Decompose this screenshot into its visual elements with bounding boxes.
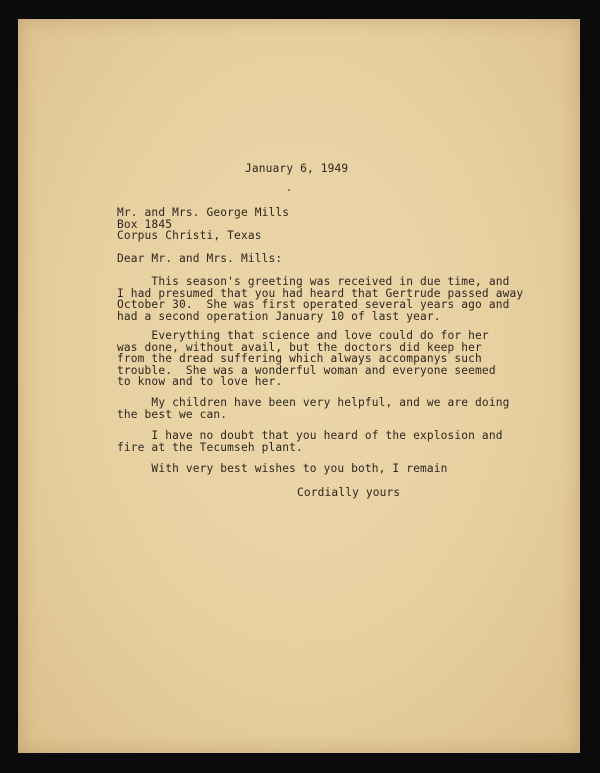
salutation: Dear Mr. and Mrs. Mills: (117, 252, 283, 265)
recipient-address (117, 207, 289, 242)
paragraph-line: With very best wishes to you both, I remain (117, 462, 448, 475)
paragraph-5 (117, 463, 448, 475)
paragraph-4 (117, 430, 503, 453)
paragraph-line: had a second operation January 10 of last year. (117, 309, 441, 323)
paragraph-line: I had presumed that you had heard that Gertrude passed away (117, 286, 524, 300)
address-line: Corpus Christi, Texas (117, 229, 262, 243)
paragraph-line: trouble. She was a wonderful woman and everyone seemed (117, 363, 496, 377)
paragraph-line: This season's greeting was received in due time, and (117, 275, 510, 288)
paragraph-line: to know and to love her. (117, 375, 283, 389)
closing: Cordially yours (297, 486, 401, 499)
paragraph-line: October 30. She was first operated several years ago and (117, 298, 510, 312)
paragraph-1 (117, 276, 523, 322)
paragraph-line: the best we can. (117, 407, 228, 421)
letter-date: January 6, 1949 (245, 162, 349, 175)
address-line: Mr. and Mrs. George Mills (117, 206, 290, 219)
paragraph-line: was done, without avail, but the doctors did keep her (117, 340, 482, 354)
paragraph-line: I have no doubt that you heard of the explosion and (117, 429, 503, 442)
paragraph-line: Everything that science and love could do for her (117, 329, 489, 342)
paragraph-line: My children have been very helpful, and we are doing (117, 396, 510, 409)
paragraph-2 (117, 330, 496, 388)
paragraph-3 (117, 397, 509, 420)
paper-speck (288, 189, 290, 191)
address-line: Box 1845 (117, 217, 173, 231)
paragraph-line: from the dread suffering which always accompanys such (117, 352, 482, 366)
paragraph-line: fire at the Tecumseh plant. (117, 440, 303, 454)
